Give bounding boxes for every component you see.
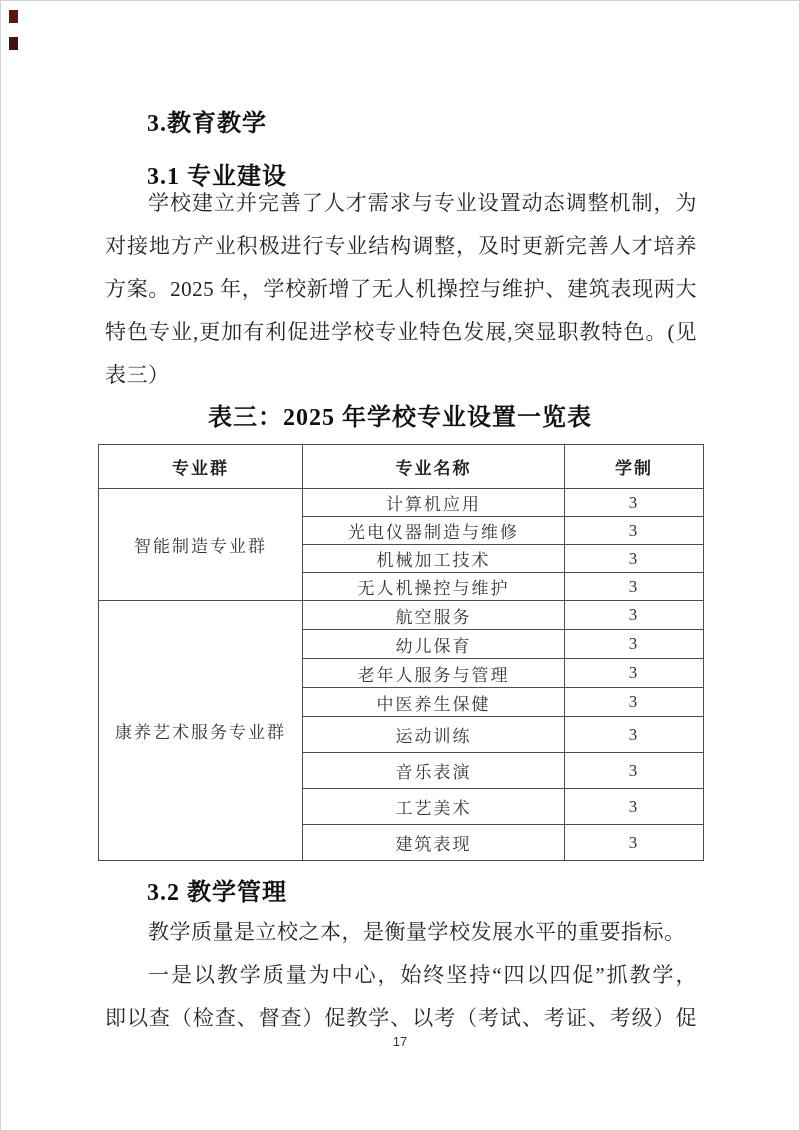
duration-cell: 3 xyxy=(565,573,704,601)
table-header-row xyxy=(99,445,704,489)
group-cell: 智能制造专业群 xyxy=(99,489,303,601)
group-cell: 康养艺术服务专业群 xyxy=(99,601,303,861)
major-name-cell: 计算机应用 xyxy=(303,489,565,517)
column-header-major: 专业名称 xyxy=(303,445,565,489)
majors-table xyxy=(98,444,704,861)
section-heading-3-2: 3.2 教学管理 xyxy=(147,880,287,906)
duration-cell: 3 xyxy=(565,517,704,545)
duration-cell: 3 xyxy=(565,489,704,517)
table-row xyxy=(99,489,704,517)
major-name-cell: 中医养生保健 xyxy=(303,688,565,717)
column-header-duration: 学制 xyxy=(565,445,704,489)
paragraph-line: 一是以教学质量为中心，始终坚持“四以四促”抓教学， xyxy=(148,963,697,987)
page-number: 17 xyxy=(392,1034,408,1049)
duration-cell: 3 xyxy=(565,789,704,825)
major-name-cell: 机械加工技术 xyxy=(303,545,565,573)
paragraph-line: 表三） xyxy=(105,363,170,387)
duration-cell: 3 xyxy=(565,659,704,688)
paragraph-line: 教学质量是立校之本，是衡量学校发展水平的重要指标。 xyxy=(148,920,686,944)
section-heading-3-1: 3.1 专业建设 xyxy=(147,164,287,190)
column-header-group: 专业群 xyxy=(99,445,303,489)
paragraph-line: 学校建立并完善了人才需求与专业设置动态调整机制，为 xyxy=(148,191,697,215)
duration-cell: 3 xyxy=(565,688,704,717)
table-caption: 表三：2025 年学校专业设置一览表 xyxy=(208,405,592,431)
paragraph-line: 方案。2025 年，学校新增了无人机操控与维护、建筑表现两大 xyxy=(105,277,697,301)
paragraph-3-1 xyxy=(105,182,697,397)
duration-cell: 3 xyxy=(565,825,704,861)
duration-cell: 3 xyxy=(565,717,704,753)
paragraph-line: 特色专业,更加有利促进学校专业特色发展,突显职教特色。(见 xyxy=(105,320,697,344)
major-name-cell: 音乐表演 xyxy=(303,753,565,789)
major-name-cell: 光电仪器制造与维修 xyxy=(303,517,565,545)
major-name-cell: 建筑表现 xyxy=(303,825,565,861)
major-name-cell: 工艺美术 xyxy=(303,789,565,825)
major-name-cell: 运动训练 xyxy=(303,717,565,753)
duration-cell: 3 xyxy=(565,753,704,789)
scan-artifact-mark xyxy=(9,37,18,50)
major-name-cell: 老年人服务与管理 xyxy=(303,659,565,688)
section-heading-3: 3.教育教学 xyxy=(147,111,267,137)
major-name-cell: 无人机操控与维护 xyxy=(303,573,565,601)
major-name-cell: 幼儿保育 xyxy=(303,630,565,659)
paragraph-3-2-intro xyxy=(105,911,697,954)
duration-cell: 3 xyxy=(565,630,704,659)
paragraph-line: 即以查（检查、督查）促教学、以考（考试、考证、考级）促 xyxy=(105,1006,697,1030)
scan-artifact-mark xyxy=(9,10,18,23)
duration-cell: 3 xyxy=(565,601,704,630)
table-row xyxy=(99,601,704,630)
paragraph-3-2-point-one xyxy=(105,954,697,1040)
duration-cell: 3 xyxy=(565,545,704,573)
major-name-cell: 航空服务 xyxy=(303,601,565,630)
paragraph-line: 对接地方产业积极进行专业结构调整，及时更新完善人才培养 xyxy=(105,234,697,258)
